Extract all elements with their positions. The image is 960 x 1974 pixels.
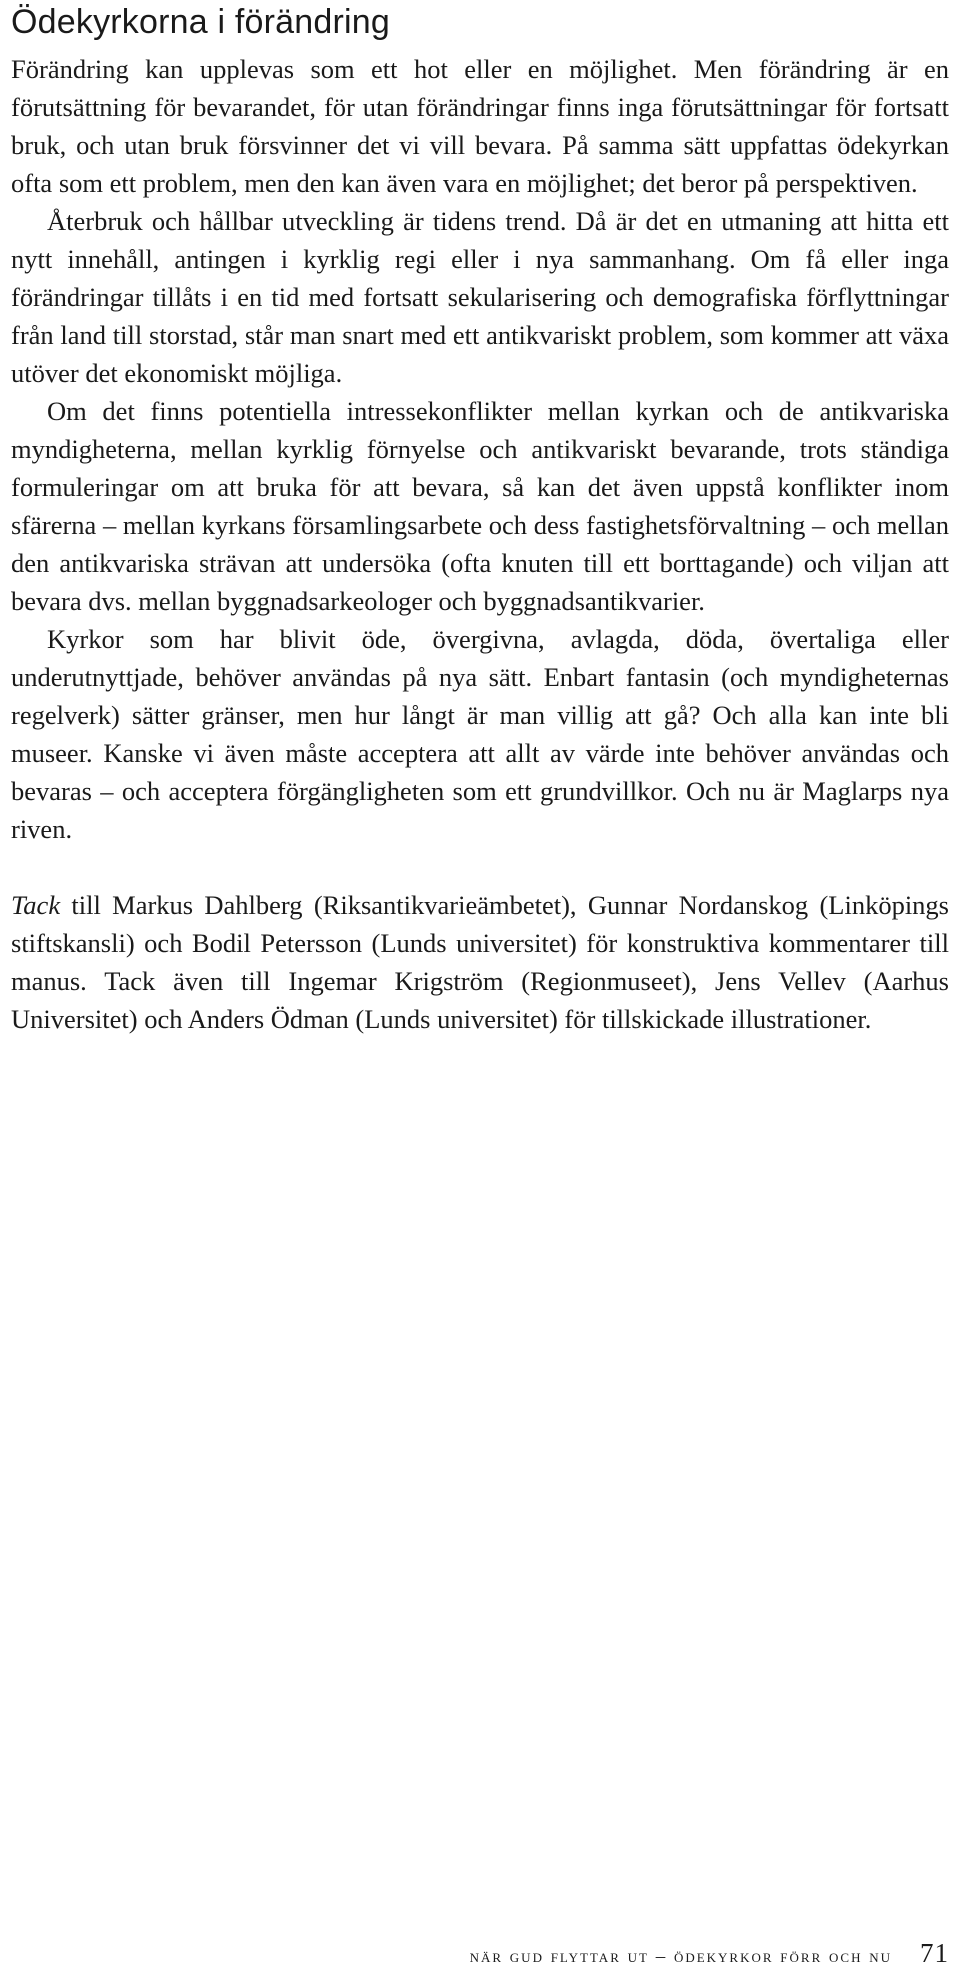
paragraph: Om det finns potentiella intressekonflikter mellan kyrkan och de antikvariska myndigheterna, mellan kyrklig förnyelse och antikvariskt bevarande, trots ständiga formuleringar om att bruka för att bevara, så kan det även uppstå konflikter inom sfärerna – mellan kyrkans församlingsarbete och dess fastighetsförvaltning – och mellan den antikvariska strävan att undersöka (ofta knuten till ett borttagande) och viljan att bevara dvs. mellan byggnadsarkeologer och byggnadsantikvarier. — [11, 396, 949, 616]
paragraph: Kyrkor som har blivit öde, övergivna, avlagda, döda, övertaliga eller underutnyttjade, behöver användas på nya sätt. Enbart fantasin (och myndigheternas regelverk) sätter gränser, men hur långt är man villig att gå? Och alla kan inte bli museer. Kanske vi även måste acceptera att allt av värde inte behöver användas och bevaras – och acceptera förgängligheten som ett grundvillkor. Och nu är Maglarps nya riven. — [11, 624, 949, 844]
chapter-heading: Ödekyrkorna i förändring — [11, 3, 390, 41]
acknowledgement-lead: Tack — [11, 890, 61, 920]
page-number: 71 — [920, 1938, 949, 1968]
body-text — [11, 50, 949, 1038]
page-footer — [0, 1938, 949, 1969]
acknowledgement-text: till Markus Dahlberg (Riksantikvarieämbetet), Gunnar Nordanskog (Linköpings stiftskansli) och Bodil Petersson (Lunds universitet) för konstruktiva kommentarer till manus. Tack även till Ingemar Krigström (Regionmuseet), Jens Vellev (Aarhus Universitet) och Anders Ödman (Lunds universitet) för tillskickade illustrationer. — [11, 890, 949, 1034]
paragraph: Återbruk och hållbar utveckling är tidens trend. Då är det en utmaning att hitta ett nytt innehåll, antingen i kyrklig regi eller i nya sammanhang. Om få eller inga förändringar tillåts i en tid med fortsatt sekularisering och demografiska förflyttningar från land till storstad, står man snart med ett antikvariskt problem, som kommer att växa utöver det ekonomiskt möjliga. — [11, 206, 949, 388]
paragraph: Förändring kan upplevas som ett hot eller en möjlighet. Men förändring är en förutsättning för bevarandet, för utan förändringar finns inga förutsättningar för fortsatt bruk, och utan bruk försvinner det vi vill bevara. På samma sätt uppfattas ödekyrkan ofta som ett problem, men den kan även vara en möjlighet; det beror på perspektiven. — [11, 54, 949, 198]
acknowledgement — [11, 886, 949, 1038]
running-title: när gud flyttar ut – ödekyrkor förr och nu — [469, 1946, 892, 1967]
page — [11, 0, 949, 1038]
